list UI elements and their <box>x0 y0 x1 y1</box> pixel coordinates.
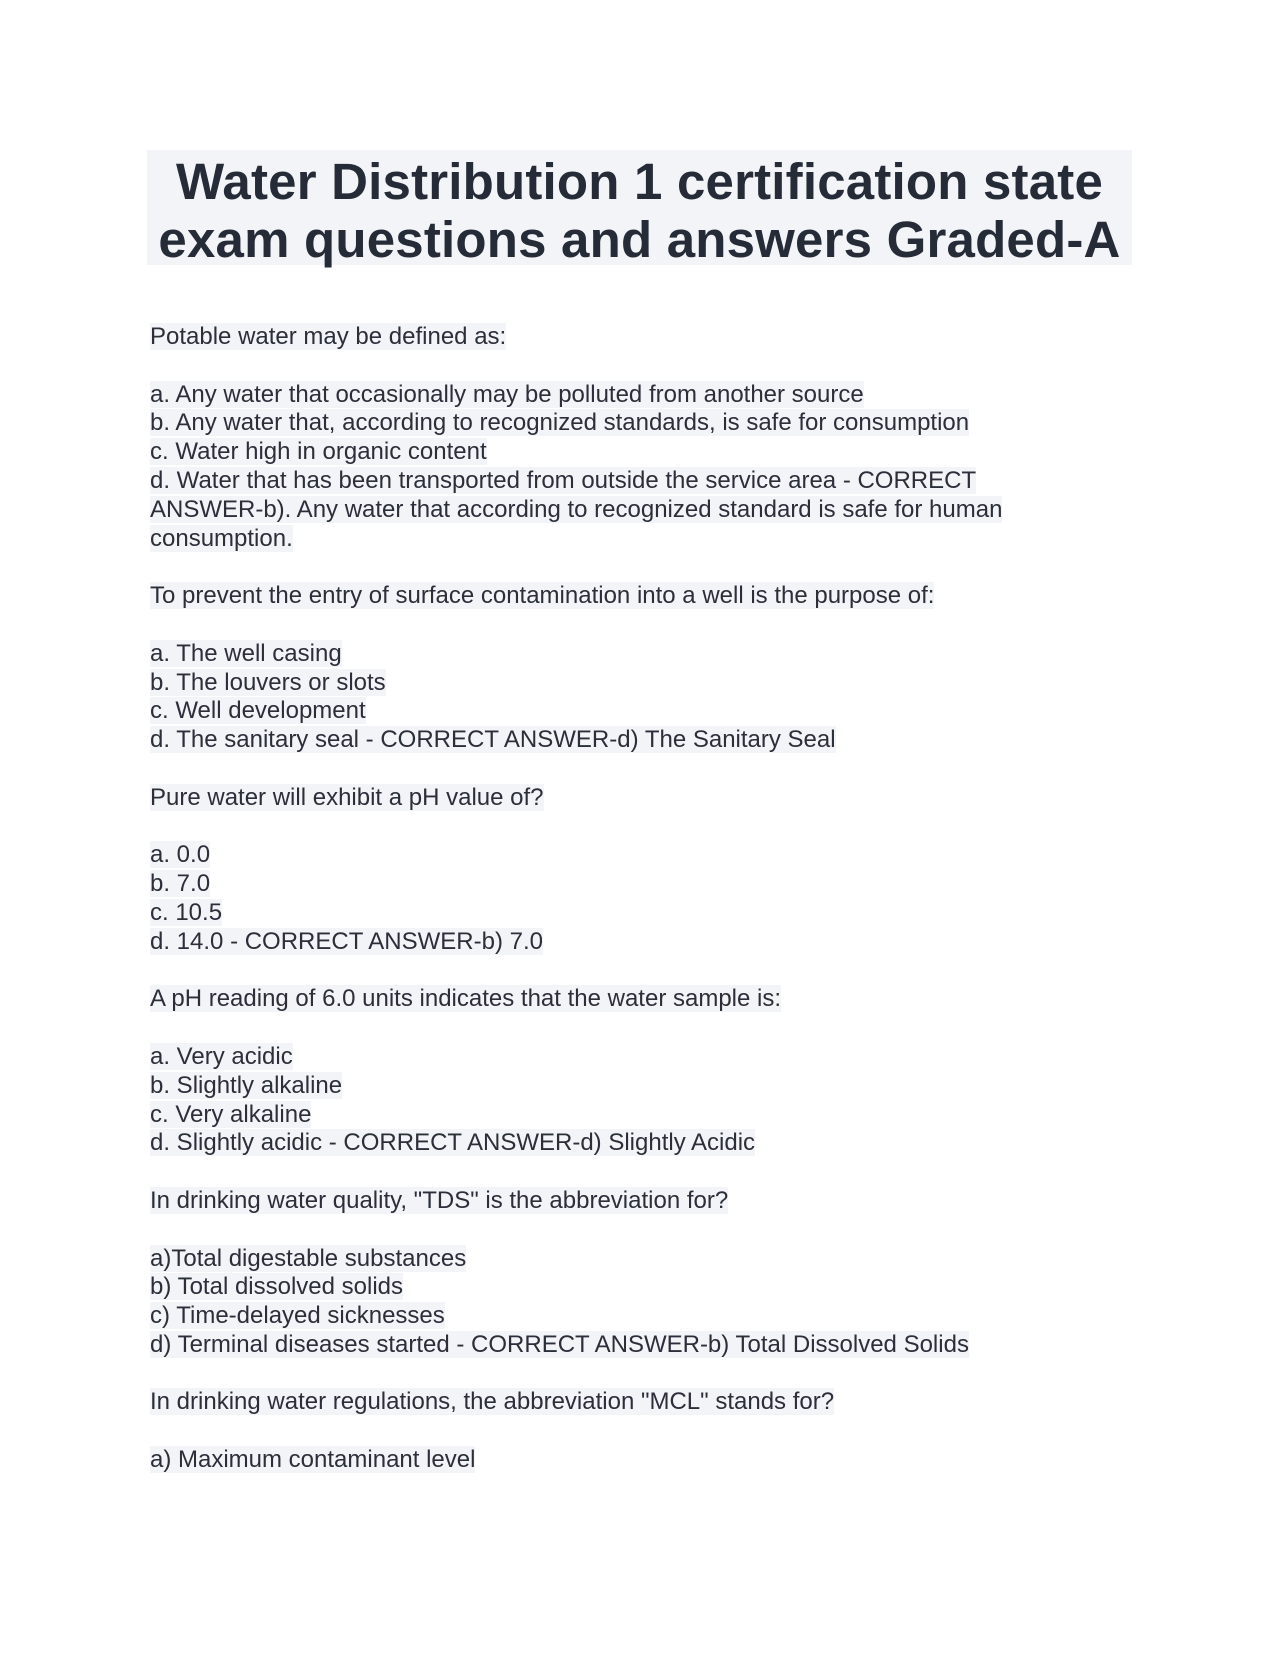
answer-option: a. The well casing <box>150 639 342 667</box>
answer-option: c) Time-delayed sicknesses <box>150 1302 445 1330</box>
answer-option: a. Very acidic <box>150 1042 293 1070</box>
question-text: In drinking water regulations, the abbreviation "MCL" stands for? <box>150 1388 835 1416</box>
answer-option: b. Slightly alkaline <box>150 1071 343 1099</box>
correct-answer-line: ANSWER-b). Any water that according to recognized standard is safe for human <box>150 495 1003 523</box>
answer-option: a)Total digestable substances <box>150 1244 467 1272</box>
answer-option: d. Water that has been transported from outside the service area - CORRECT <box>150 466 977 494</box>
question-text: A pH reading of 6.0 units indicates that the water sample is: <box>150 985 782 1013</box>
document-title <box>147 150 1132 268</box>
answer-option: a) Maximum contaminant level <box>150 1446 476 1474</box>
answer-option: b. The louvers or slots <box>150 668 386 696</box>
document-body <box>150 323 1150 1475</box>
answer-option: d. The sanitary seal - CORRECT ANSWER-d) The Sanitary Seal <box>150 726 836 754</box>
title-line-2: exam questions and answers Graded-A <box>158 211 1121 268</box>
answer-option: b. 7.0 <box>150 870 211 898</box>
answer-option: c. 10.5 <box>150 898 223 926</box>
correct-answer-line: consumption. <box>150 524 293 552</box>
answer-option: b. Any water that, according to recognized standards, is safe for consumption <box>150 409 970 437</box>
answer-option: c. Well development <box>150 697 366 725</box>
answer-option: d) Terminal diseases started - CORRECT ANSWER-b) Total Dissolved Solids <box>150 1330 969 1358</box>
answer-option: a. 0.0 <box>150 841 211 869</box>
title-line-1: Water Distribution 1 certification state <box>175 153 1104 210</box>
answer-option: a. Any water that occasionally may be polluted from another source <box>150 380 864 408</box>
question-text: To prevent the entry of surface contamination into a well is the purpose of: <box>150 582 935 610</box>
answer-option: d. Slightly acidic - CORRECT ANSWER-d) Slightly Acidic <box>150 1129 756 1157</box>
question-text: Potable water may be defined as: <box>150 323 507 350</box>
answer-option: d. 14.0 - CORRECT ANSWER-b) 7.0 <box>150 927 543 955</box>
answer-option: b) Total dissolved solids <box>150 1273 404 1301</box>
question-text: In drinking water quality, "TDS" is the abbreviation for? <box>150 1186 729 1214</box>
question-text: Pure water will exhibit a pH value of? <box>150 783 544 811</box>
answer-option: c. Very alkaline <box>150 1100 312 1128</box>
answer-option: c. Water high in organic content <box>150 438 487 466</box>
